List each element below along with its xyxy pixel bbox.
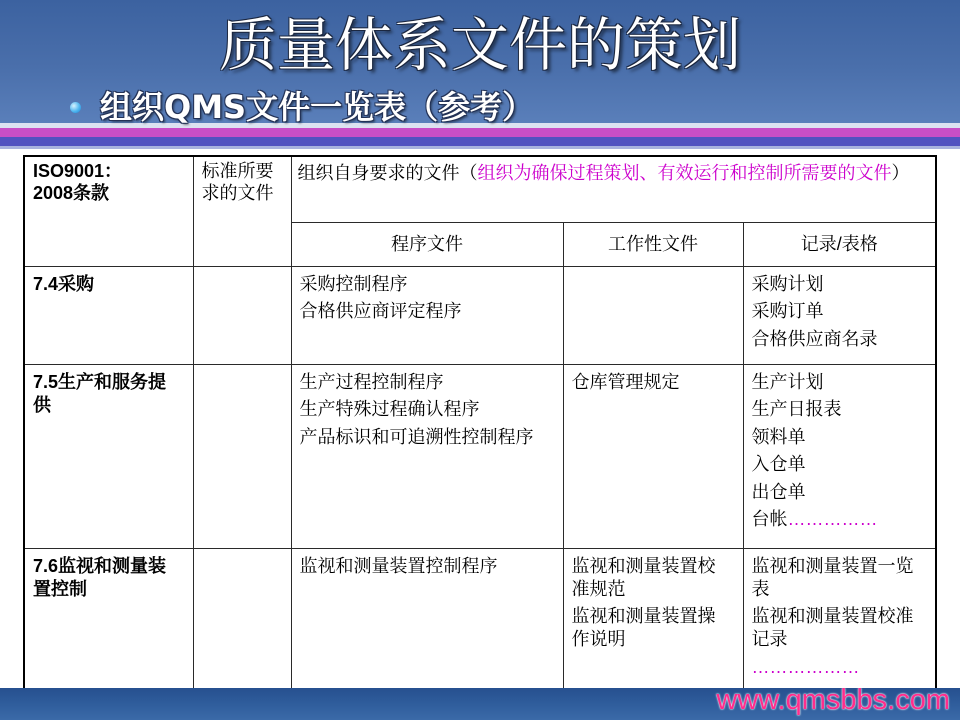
header-procedures: 程序文件 xyxy=(291,222,563,266)
record-item: 生产计划 xyxy=(751,371,824,392)
header-org-docs-paren-open: （ xyxy=(459,163,478,183)
procedures-list xyxy=(300,555,543,578)
work-docs-cell xyxy=(563,364,743,548)
procedures-cell xyxy=(291,364,563,548)
record-item: 合格供应商名录 xyxy=(751,328,878,349)
record-item: 监视和测量装置一览表 xyxy=(751,555,914,599)
procedure-item: 产品标识和可追溯性控制程序 xyxy=(299,426,534,447)
header-clause-cell xyxy=(24,156,193,266)
work-docs-list xyxy=(572,555,725,652)
clause-cell xyxy=(24,364,193,548)
record-item: 领料单 xyxy=(751,426,806,447)
work-docs-list xyxy=(572,371,725,394)
slide-title: 质量体系文件的策划 xyxy=(218,11,741,79)
procedure-item: 生产特殊过程确认程序 xyxy=(299,399,480,419)
table-row xyxy=(24,364,936,548)
procedure-item: 监视和测量装置控制程序 xyxy=(299,555,498,576)
header-stripe-magenta xyxy=(0,128,960,137)
header-work-docs: 工作性文件 xyxy=(563,222,743,266)
procedures-cell xyxy=(291,266,563,364)
record-item: 入仓单 xyxy=(751,454,806,474)
record-item: 出仓单 xyxy=(751,481,806,502)
header-clause-line: ISO9001： xyxy=(33,161,123,181)
slide-subtitle: 组织QMS文件一览表（参考） xyxy=(100,88,535,126)
watermark-text: www.qmsbbs.com xyxy=(716,684,950,716)
records-cell xyxy=(743,364,936,548)
records-list xyxy=(752,371,923,532)
record-item: 采购计划 xyxy=(751,273,824,294)
work-doc-item: 监视和测量装置校准规范 xyxy=(571,555,716,599)
standard-docs-cell xyxy=(193,364,291,548)
header-standard-docs-cell xyxy=(193,156,291,266)
clause-cell xyxy=(24,266,193,364)
table-row xyxy=(24,266,936,364)
procedure-item: 合格供应商评定程序 xyxy=(299,301,462,321)
work-doc-item: 仓库管理规定 xyxy=(571,371,680,392)
header-records: 记录/表格 xyxy=(743,222,936,266)
header-standard-docs: 标准所要求的文件 xyxy=(201,161,274,203)
header-stripe-violet xyxy=(0,137,960,146)
record-ellipsis: ……………… xyxy=(751,656,860,677)
procedures-list xyxy=(300,273,543,324)
record-item-with-ellipsis xyxy=(752,508,923,531)
work-doc-item: 监视和测量装置操作说明 xyxy=(571,606,716,649)
table-header-row xyxy=(24,156,936,222)
bullet-dot-icon xyxy=(70,102,81,113)
record-item: 生产日报表 xyxy=(751,399,842,419)
records-list xyxy=(752,555,923,679)
header-clause-line: 2008条款 xyxy=(33,183,110,203)
records-list xyxy=(752,273,923,351)
records-cell xyxy=(743,266,936,364)
clause-label: 7.5生产和服务提供 xyxy=(33,371,167,415)
procedure-item: 生产过程控制程序 xyxy=(299,371,444,392)
record-ellipsis: …………… xyxy=(787,509,878,529)
qms-document-table xyxy=(23,155,937,713)
work-docs-cell xyxy=(563,266,743,364)
header-org-docs-label: 组织自身要求的文件 xyxy=(297,163,460,183)
header-org-docs-cell xyxy=(291,156,936,222)
header-org-docs-paren-close: ） xyxy=(891,163,910,183)
header-org-docs-note: 组织为确保过程策划、有效运行和控制所需要的文件 xyxy=(477,163,892,183)
clause-label: 7.4采购 xyxy=(33,273,95,294)
header-stripe-lavender xyxy=(0,146,960,149)
standard-docs-cell xyxy=(193,266,291,364)
clause-label: 7.6监视和测量装置控制 xyxy=(33,555,167,599)
record-item: 采购订单 xyxy=(751,301,824,321)
record-item: 台帐 xyxy=(751,509,788,529)
record-item: 监视和测量装置校准记录 xyxy=(751,606,914,649)
procedures-list xyxy=(300,371,543,449)
procedure-item: 采购控制程序 xyxy=(299,273,408,294)
